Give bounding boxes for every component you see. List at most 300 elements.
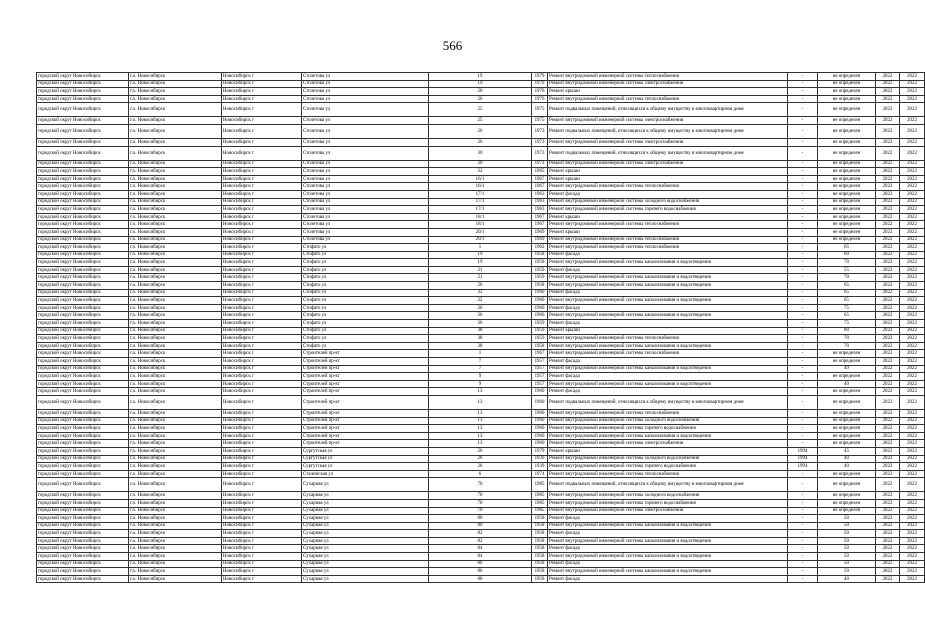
last-repair-year-cell: - — [788, 206, 818, 214]
city-cell: Новосибирск г — [222, 335, 302, 343]
street-cell: Сухарная ул — [302, 568, 429, 576]
wear-percent-cell: не определен — [818, 470, 876, 478]
last-repair-year-cell: - — [788, 175, 818, 183]
work-type-cell: Ремонт внутридомовой инженерной системы горячего водоснабжения — [548, 425, 788, 433]
house-number-cell: 38 — [429, 335, 532, 343]
street-cell: Столетова ул — [302, 228, 429, 236]
street-cell: Сухарная ул — [302, 499, 429, 507]
last-repair-year-cell: - — [788, 297, 818, 305]
last-repair-year-cell: - — [788, 327, 818, 335]
plan-start-cell: 2022 — [876, 175, 900, 183]
municipality-cell: городской округ Новосибирск — [37, 266, 129, 274]
work-type-cell: Ремонт внутридомовой инженерной системы теплоснабжения — [548, 244, 788, 252]
plan-start-cell: 2022 — [876, 80, 900, 88]
city-cell: Новосибирск г — [222, 388, 302, 396]
build-year-cell: 1969 — [532, 228, 548, 236]
wear-percent-cell: 50 — [818, 560, 876, 568]
plan-end-cell: 2022 — [900, 289, 925, 297]
build-year-cell: 1958 — [532, 259, 548, 267]
table-row — [37, 146, 925, 160]
city-cell: Новосибирск г — [222, 417, 302, 425]
city-cell: Новосибирск г — [222, 124, 302, 138]
plan-start-cell: 2022 — [876, 358, 900, 366]
plan-end-cell: 2022 — [900, 117, 925, 125]
table-row — [37, 515, 925, 523]
plan-start-cell: 2022 — [876, 530, 900, 538]
plan-start-cell: 2022 — [876, 259, 900, 267]
street-cell: Столетова ул — [302, 183, 429, 191]
house-number-cell: 17/1 — [429, 198, 532, 206]
build-year-cell: 1960 — [532, 395, 548, 409]
build-year-cell: 1960 — [532, 304, 548, 312]
street-cell: Строителей пр-кт — [302, 373, 429, 381]
house-number-cell: 86 — [429, 560, 532, 568]
work-type-cell: Ремонт внутридомовой инженерной системы теплоснабжения — [548, 221, 788, 229]
street-cell: Столетова ул — [302, 103, 429, 117]
table-row — [37, 206, 925, 214]
work-type-cell: Ремонт внутридомовой инженерной системы канализования и водоотведения — [548, 259, 788, 267]
house-number-cell: 21 — [429, 266, 532, 274]
district-cell: г.о. Новосибирск — [129, 560, 222, 568]
house-number-cell: 82 — [429, 530, 532, 538]
build-year-cell: 1957 — [532, 373, 548, 381]
street-cell: Столетова ул — [302, 146, 429, 160]
work-type-cell: Ремонт внутридомовой инженерной системы канализования и водоотведения — [548, 522, 788, 530]
table-row — [37, 499, 925, 507]
plan-start-cell: 2022 — [876, 478, 900, 492]
district-cell: г.о. Новосибирск — [129, 244, 222, 252]
build-year-cell: 1976 — [532, 95, 548, 103]
plan-start-cell: 2022 — [876, 289, 900, 297]
last-repair-year-cell: - — [788, 138, 818, 146]
work-type-cell: Ремонт фасада — [548, 545, 788, 553]
house-number-cell: 1 — [429, 244, 532, 252]
work-type-cell: Ремонт фасада — [548, 575, 788, 583]
work-type-cell: Ремонт крыши — [548, 175, 788, 183]
work-type-cell: Ремонт внутридомовой инженерной системы холодного водоснабжения — [548, 417, 788, 425]
district-cell: г.о. Новосибирск — [129, 507, 222, 515]
plan-end-cell: 2022 — [900, 95, 925, 103]
last-repair-year-cell: - — [788, 530, 818, 538]
street-cell: Сухарная ул — [302, 530, 429, 538]
page-number: 566 — [442, 38, 463, 53]
work-type-cell: Ремонт подвальных помещений, относящихся к общему имуществу в многоквартирном доме — [548, 478, 788, 492]
plan-start-cell: 2022 — [876, 365, 900, 373]
wear-percent-cell: 65 — [818, 297, 876, 305]
build-year-cell: 1960 — [532, 388, 548, 396]
district-cell: г.о. Новосибирск — [129, 522, 222, 530]
municipality-cell: городской округ Новосибирск — [37, 320, 129, 328]
plan-start-cell: 2022 — [876, 417, 900, 425]
table-row — [37, 492, 925, 500]
plan-end-cell: 2022 — [900, 478, 925, 492]
table-row — [37, 244, 925, 252]
table-row — [37, 103, 925, 117]
plan-end-cell: 2022 — [900, 175, 925, 183]
municipality-cell: городской округ Новосибирск — [37, 440, 129, 448]
municipality-cell: городской округ Новосибирск — [37, 425, 129, 433]
wear-percent-cell: 70 — [818, 259, 876, 267]
build-year-cell: 1960 — [532, 417, 548, 425]
municipality-cell: городской округ Новосибирск — [37, 124, 129, 138]
work-type-cell: Ремонт крыши — [548, 228, 788, 236]
house-number-cell: 9 — [429, 380, 532, 388]
street-cell: Сухарная ул — [302, 478, 429, 492]
city-cell: Новосибирск г — [222, 297, 302, 305]
wear-percent-cell: 55 — [818, 266, 876, 274]
municipality-cell: городской округ Новосибирск — [37, 312, 129, 320]
last-repair-year-cell: - — [788, 478, 818, 492]
plan-end-cell: 2022 — [900, 103, 925, 117]
house-number-cell: 20/1 — [429, 228, 532, 236]
municipality-cell: городской округ Новосибирск — [37, 358, 129, 366]
municipality-cell: городской округ Новосибирск — [37, 251, 129, 259]
plan-end-cell: 2022 — [900, 395, 925, 409]
last-repair-year-cell: - — [788, 244, 818, 252]
build-year-cell: 1959 — [532, 320, 548, 328]
build-year-cell: 1963 — [532, 198, 548, 206]
build-year-cell: 1979 — [532, 447, 548, 455]
table-row — [37, 463, 925, 471]
city-cell: Новосибирск г — [222, 274, 302, 282]
build-year-cell: 1963 — [532, 190, 548, 198]
city-cell: Новосибирск г — [222, 395, 302, 409]
work-type-cell: Ремонт фасада — [548, 304, 788, 312]
work-type-cell: Ремонт внутридомовой инженерной системы электроснабжения — [548, 80, 788, 88]
work-type-cell: Ремонт крыши — [548, 327, 788, 335]
street-cell: Строителей пр-кт — [302, 395, 429, 409]
plan-start-cell: 2022 — [876, 327, 900, 335]
work-type-cell: Ремонт внутридомовой инженерной системы теплоснабжения — [548, 183, 788, 191]
plan-start-cell: 2022 — [876, 198, 900, 206]
plan-start-cell: 2022 — [876, 103, 900, 117]
build-year-cell: 1985 — [532, 507, 548, 515]
street-cell: Строителей пр-кт — [302, 440, 429, 448]
municipality-cell: городской округ Новосибирск — [37, 395, 129, 409]
municipality-cell: городской округ Новосибирск — [37, 183, 129, 191]
city-cell: Новосибирск г — [222, 470, 302, 478]
city-cell: Новосибирск г — [222, 463, 302, 471]
wear-percent-cell: 45 — [818, 447, 876, 455]
municipality-cell: городской округ Новосибирск — [37, 432, 129, 440]
district-cell: г.о. Новосибирск — [129, 463, 222, 471]
build-year-cell: 1975 — [532, 117, 548, 125]
house-number-cell: 20 — [429, 88, 532, 96]
district-cell: г.о. Новосибирск — [129, 553, 222, 561]
table-row — [37, 175, 925, 183]
plan-end-cell: 2022 — [900, 198, 925, 206]
last-repair-year-cell: - — [788, 409, 818, 417]
municipality-cell: городской округ Новосибирск — [37, 175, 129, 183]
street-cell: Сухарная ул — [302, 560, 429, 568]
house-number-cell: 25 — [429, 103, 532, 117]
table-row — [37, 327, 925, 335]
build-year-cell: 1973 — [532, 146, 548, 160]
street-cell: Сухарная ул — [302, 515, 429, 523]
municipality-cell: городской округ Новосибирск — [37, 117, 129, 125]
last-repair-year-cell: - — [788, 259, 818, 267]
district-cell: г.о. Новосибирск — [129, 289, 222, 297]
table-row — [37, 124, 925, 138]
district-cell: г.о. Новосибирск — [129, 350, 222, 358]
work-type-cell: Ремонт фасада — [548, 266, 788, 274]
district-cell: г.о. Новосибирск — [129, 440, 222, 448]
house-number-cell: 86 — [429, 568, 532, 576]
plan-start-cell: 2022 — [876, 553, 900, 561]
table-row — [37, 289, 925, 297]
build-year-cell: 1958 — [532, 342, 548, 350]
build-year-cell: 1957 — [532, 380, 548, 388]
municipality-cell: городской округ Новосибирск — [37, 274, 129, 282]
street-cell: Строителей пр-кт — [302, 417, 429, 425]
build-year-cell: 1958 — [532, 575, 548, 583]
last-repair-year-cell: - — [788, 499, 818, 507]
wear-percent-cell: не определен — [818, 221, 876, 229]
plan-end-cell: 2022 — [900, 124, 925, 138]
work-type-cell: Ремонт фасада — [548, 251, 788, 259]
plan-end-cell: 2022 — [900, 206, 925, 214]
municipality-cell: городской округ Новосибирск — [37, 350, 129, 358]
build-year-cell: 1973 — [532, 160, 548, 168]
plan-end-cell: 2022 — [900, 168, 925, 176]
street-cell: Строителей пр-кт — [302, 358, 429, 366]
plan-start-cell: 2022 — [876, 73, 900, 81]
city-cell: Новосибирск г — [222, 304, 302, 312]
table-row — [37, 507, 925, 515]
house-number-cell: 13 — [429, 395, 532, 409]
build-year-cell: 1959 — [532, 274, 548, 282]
last-repair-year-cell: - — [788, 282, 818, 290]
municipality-cell: городской округ Новосибирск — [37, 568, 129, 576]
table-row — [37, 530, 925, 538]
work-type-cell: Ремонт внутридомовой инженерной системы канализования и водоотведения — [548, 380, 788, 388]
table-row — [37, 183, 925, 191]
plan-start-cell: 2022 — [876, 380, 900, 388]
work-type-cell: Ремонт внутридомовой инженерной системы холодного водоснабжения — [548, 455, 788, 463]
city-cell: Новосибирск г — [222, 190, 302, 198]
work-type-cell: Ремонт внутридомовой инженерной системы канализования и водоотведения — [548, 282, 788, 290]
house-number-cell: 26 — [429, 124, 532, 138]
plan-start-cell: 2022 — [876, 213, 900, 221]
street-cell: Столетова ул — [302, 213, 429, 221]
wear-percent-cell: не определен — [818, 228, 876, 236]
table-row — [37, 560, 925, 568]
table-row — [37, 553, 925, 561]
plan-end-cell: 2022 — [900, 409, 925, 417]
wear-percent-cell: 50 — [818, 515, 876, 523]
city-cell: Новосибирск г — [222, 244, 302, 252]
plan-start-cell: 2022 — [876, 440, 900, 448]
district-cell: г.о. Новосибирск — [129, 274, 222, 282]
wear-percent-cell: 65 — [818, 312, 876, 320]
city-cell: Новосибирск г — [222, 522, 302, 530]
district-cell: г.о. Новосибирск — [129, 388, 222, 396]
municipality-cell: городской округ Новосибирск — [37, 138, 129, 146]
plan-start-cell: 2022 — [876, 221, 900, 229]
street-cell: Стофато ул — [302, 312, 429, 320]
table-row — [37, 274, 925, 282]
plan-end-cell: 2022 — [900, 146, 925, 160]
work-type-cell: Ремонт внутридомовой инженерной системы канализования и водоотведения — [548, 537, 788, 545]
district-cell: г.о. Новосибирск — [129, 515, 222, 523]
work-type-cell: Ремонт внутридомовой инженерной системы теплоснабжения — [548, 236, 788, 244]
table-row — [37, 365, 925, 373]
city-cell: Новосибирск г — [222, 251, 302, 259]
wear-percent-cell: 50 — [818, 568, 876, 576]
wear-percent-cell: не определен — [818, 213, 876, 221]
wear-percent-cell: не определен — [818, 198, 876, 206]
house-number-cell: 16/1 — [429, 183, 532, 191]
work-type-cell: Ремонт фасада — [548, 515, 788, 523]
wear-percent-cell: 40 — [818, 455, 876, 463]
wear-percent-cell: 70 — [818, 335, 876, 343]
table-row — [37, 417, 925, 425]
city-cell: Новосибирск г — [222, 320, 302, 328]
last-repair-year-cell: - — [788, 251, 818, 259]
plan-start-cell: 2022 — [876, 425, 900, 433]
municipality-cell: городской округ Новосибирск — [37, 236, 129, 244]
wear-percent-cell: не определен — [818, 409, 876, 417]
last-repair-year-cell: - — [788, 388, 818, 396]
build-year-cell: 1985 — [532, 478, 548, 492]
street-cell: Сухарная ул — [302, 553, 429, 561]
city-cell: Новосибирск г — [222, 440, 302, 448]
wear-percent-cell: 70 — [818, 342, 876, 350]
wear-percent-cell: 40 — [818, 380, 876, 388]
plan-end-cell: 2022 — [900, 440, 925, 448]
municipality-cell: городской округ Новосибирск — [37, 168, 129, 176]
table-row — [37, 545, 925, 553]
table-row — [37, 537, 925, 545]
plan-start-cell: 2022 — [876, 463, 900, 471]
work-type-cell: Ремонт фасада — [548, 190, 788, 198]
last-repair-year-cell: - — [788, 304, 818, 312]
plan-end-cell: 2022 — [900, 507, 925, 515]
house-number-cell: 13 — [429, 409, 532, 417]
work-type-cell: Ремонт внутридомовой инженерной системы горячего водоснабжения — [548, 499, 788, 507]
municipality-cell: городской округ Новосибирск — [37, 103, 129, 117]
street-cell: Столетова ул — [302, 168, 429, 176]
work-type-cell: Ремонт фасада — [548, 358, 788, 366]
district-cell: г.о. Новосибирск — [129, 492, 222, 500]
last-repair-year-cell: - — [788, 350, 818, 358]
plan-start-cell: 2022 — [876, 522, 900, 530]
street-cell: Столетова ул — [302, 138, 429, 146]
house-number-cell: 36 — [429, 304, 532, 312]
work-type-cell: Ремонт подвальных помещений, относящихся к общему имуществу в многоквартирном доме — [548, 124, 788, 138]
plan-end-cell: 2022 — [900, 432, 925, 440]
street-cell: Столетова ул — [302, 198, 429, 206]
city-cell: Новосибирск г — [222, 530, 302, 538]
street-cell: Стофато ул — [302, 304, 429, 312]
work-type-cell: Ремонт внутридомовой инженерной системы теплоснабжения — [548, 73, 788, 81]
plan-start-cell: 2022 — [876, 160, 900, 168]
street-cell: Строителей пр-кт — [302, 432, 429, 440]
wear-percent-cell: не определен — [818, 417, 876, 425]
house-number-cell: 13 — [429, 388, 532, 396]
house-number-cell: 19 — [429, 259, 532, 267]
house-number-cell: 6 — [429, 470, 532, 478]
wear-percent-cell: не определен — [818, 73, 876, 81]
table-row — [37, 304, 925, 312]
table-row — [37, 432, 925, 440]
build-year-cell: 1962 — [532, 244, 548, 252]
wear-percent-cell: не определен — [818, 492, 876, 500]
last-repair-year-cell: 1994 — [788, 447, 818, 455]
street-cell: Сухарная ул — [302, 537, 429, 545]
district-cell: г.о. Новосибирск — [129, 175, 222, 183]
build-year-cell: 1959 — [532, 266, 548, 274]
work-type-cell: Ремонт внутридомовой инженерной системы канализования и водоотведения — [548, 297, 788, 305]
last-repair-year-cell: - — [788, 373, 818, 381]
house-number-cell: 88 — [429, 575, 532, 583]
build-year-cell: 1967 — [532, 183, 548, 191]
plan-start-cell: 2022 — [876, 228, 900, 236]
table-row — [37, 342, 925, 350]
work-type-cell: Ремонт внутридомовой инженерной системы теплоснабжения — [548, 350, 788, 358]
street-cell: Стофато ул — [302, 297, 429, 305]
plan-start-cell: 2022 — [876, 515, 900, 523]
street-cell: Столетова ул — [302, 124, 429, 138]
table-row — [37, 447, 925, 455]
municipality-cell: городской округ Новосибирск — [37, 259, 129, 267]
municipality-cell: городской округ Новосибирск — [37, 478, 129, 492]
last-repair-year-cell: - — [788, 507, 818, 515]
city-cell: Новосибирск г — [222, 455, 302, 463]
house-number-cell: 19 — [429, 80, 532, 88]
table-row — [37, 388, 925, 396]
district-cell: г.о. Новосибирск — [129, 545, 222, 553]
plan-start-cell: 2022 — [876, 124, 900, 138]
wear-percent-cell: 75 — [818, 304, 876, 312]
build-year-cell: 1967 — [532, 213, 548, 221]
wear-percent-cell: не определен — [818, 395, 876, 409]
wear-percent-cell: 50 — [818, 553, 876, 561]
district-cell: г.о. Новосибирск — [129, 432, 222, 440]
municipality-cell: городской округ Новосибирск — [37, 470, 129, 478]
wear-percent-cell: не определен — [818, 183, 876, 191]
wear-percent-cell: не определен — [818, 88, 876, 96]
plan-end-cell: 2022 — [900, 455, 925, 463]
street-cell: Стофато ул — [302, 251, 429, 259]
district-cell: г.о. Новосибирск — [129, 380, 222, 388]
table-row — [37, 198, 925, 206]
street-cell: Столетова ул — [302, 236, 429, 244]
city-cell: Новосибирск г — [222, 175, 302, 183]
district-cell: г.о. Новосибирск — [129, 103, 222, 117]
municipality-cell: городской округ Новосибирск — [37, 380, 129, 388]
plan-start-cell: 2022 — [876, 138, 900, 146]
house-number-cell: 20 — [429, 95, 532, 103]
table-row — [37, 575, 925, 583]
plan-end-cell: 2022 — [900, 515, 925, 523]
plan-end-cell: 2022 — [900, 228, 925, 236]
district-cell: г.о. Новосибирск — [129, 530, 222, 538]
house-number-cell: 32 — [429, 297, 532, 305]
municipality-cell: городской округ Новосибирск — [37, 530, 129, 538]
build-year-cell: 1975 — [532, 103, 548, 117]
city-cell: Новосибирск г — [222, 138, 302, 146]
wear-percent-cell: не определен — [818, 507, 876, 515]
wear-percent-cell: не определен — [818, 103, 876, 117]
municipality-cell: городской округ Новосибирск — [37, 455, 129, 463]
plan-start-cell: 2022 — [876, 470, 900, 478]
plan-start-cell: 2022 — [876, 117, 900, 125]
wear-percent-cell: не определен — [818, 124, 876, 138]
city-cell: Новосибирск г — [222, 515, 302, 523]
city-cell: Новосибирск г — [222, 365, 302, 373]
plan-end-cell: 2022 — [900, 417, 925, 425]
